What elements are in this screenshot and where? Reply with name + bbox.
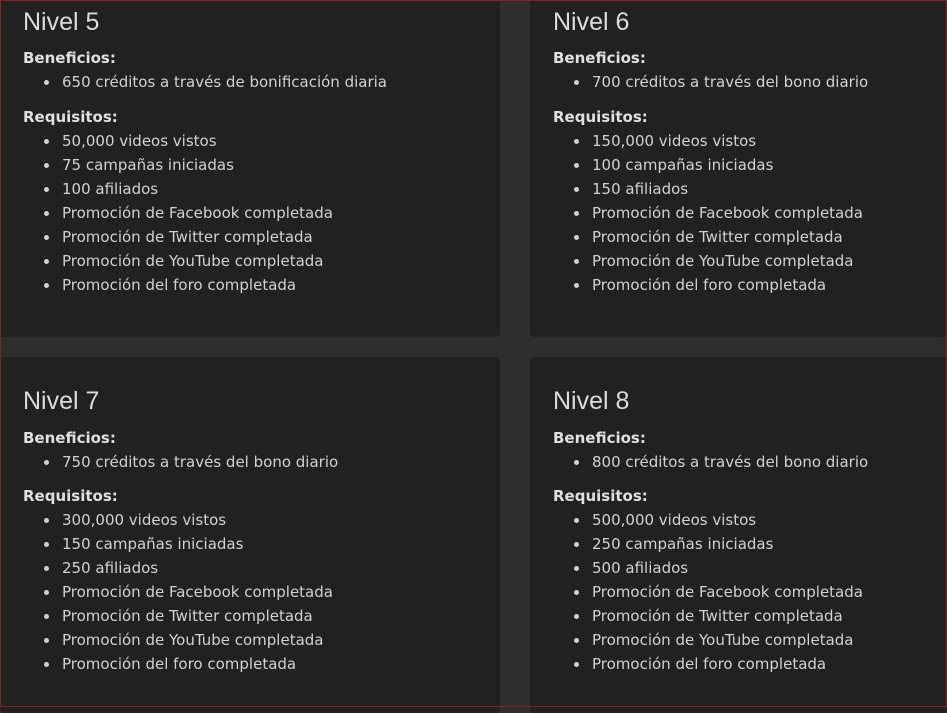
bullet-icon <box>44 460 49 465</box>
list-item: Promoción del foro completada <box>0 652 333 676</box>
bullet-icon <box>44 638 49 643</box>
level-title: Nivel 8 <box>553 387 630 415</box>
list-item: Promoción de YouTube completada <box>530 249 863 273</box>
benefits-list <box>0 450 338 474</box>
bullet-icon <box>574 590 579 595</box>
benefits-label: Beneficios: <box>23 49 116 67</box>
list-item: Promoción de Twitter completada <box>530 604 863 628</box>
requirements-label: Requisitos: <box>23 487 118 505</box>
list-item: 150,000 videos vistos <box>530 129 863 153</box>
bullet-icon <box>574 80 579 85</box>
requirements-list <box>530 508 863 676</box>
list-item: 800 créditos a través del bono diario <box>530 450 868 474</box>
bullet-icon <box>44 139 49 144</box>
level-title: Nivel 6 <box>553 8 630 36</box>
level-card-8 <box>530 357 947 713</box>
list-item: Promoción de Twitter completada <box>0 604 333 628</box>
bullet-icon <box>574 283 579 288</box>
bullet-icon <box>44 283 49 288</box>
list-item: 300,000 videos vistos <box>0 508 333 532</box>
requirements-label: Requisitos: <box>553 108 648 126</box>
list-item: 150 campañas iniciadas <box>0 532 333 556</box>
bullet-icon <box>44 542 49 547</box>
list-item: 250 campañas iniciadas <box>530 532 863 556</box>
bullet-icon <box>574 542 579 547</box>
requirements-list <box>0 508 333 676</box>
benefits-list <box>0 70 387 94</box>
bullet-icon <box>574 139 579 144</box>
bullet-icon <box>44 518 49 523</box>
bullet-icon <box>574 235 579 240</box>
list-item: Promoción del foro completada <box>0 273 333 297</box>
bullet-icon <box>44 211 49 216</box>
bullet-icon <box>44 590 49 595</box>
benefits-label: Beneficios: <box>553 429 646 447</box>
list-item: 75 campañas iniciadas <box>0 153 333 177</box>
bullet-icon <box>44 259 49 264</box>
benefits-label: Beneficios: <box>23 429 116 447</box>
bullet-icon <box>574 566 579 571</box>
list-item: Promoción de Twitter completada <box>530 225 863 249</box>
list-item: 100 campañas iniciadas <box>530 153 863 177</box>
list-item: Promoción del foro completada <box>530 652 863 676</box>
list-item: Promoción de Facebook completada <box>530 201 863 225</box>
level-card-6 <box>530 0 947 337</box>
bullet-icon <box>574 518 579 523</box>
list-item: 750 créditos a través del bono diario <box>0 450 338 474</box>
bullet-icon <box>574 614 579 619</box>
list-item: 500,000 videos vistos <box>530 508 863 532</box>
bullet-icon <box>44 80 49 85</box>
list-item: 650 créditos a través de bonificación diaria <box>0 70 387 94</box>
bullet-icon <box>44 163 49 168</box>
list-item: 250 afiliados <box>0 556 333 580</box>
bullet-icon <box>44 662 49 667</box>
bullet-icon <box>574 662 579 667</box>
bullet-icon <box>574 187 579 192</box>
list-item: Promoción de YouTube completada <box>530 628 863 652</box>
list-item: 50,000 videos vistos <box>0 129 333 153</box>
list-item: Promoción de Facebook completada <box>0 201 333 225</box>
benefits-label: Beneficios: <box>553 49 646 67</box>
bullet-icon <box>44 614 49 619</box>
requirements-list <box>0 129 333 297</box>
bullet-icon <box>44 235 49 240</box>
level-title: Nivel 7 <box>23 387 100 415</box>
list-item: 150 afiliados <box>530 177 863 201</box>
level-title: Nivel 5 <box>23 8 100 36</box>
bullet-icon <box>574 638 579 643</box>
list-item: 500 afiliados <box>530 556 863 580</box>
requirements-label: Requisitos: <box>23 108 118 126</box>
bullet-icon <box>574 211 579 216</box>
list-item: 700 créditos a través del bono diario <box>530 70 868 94</box>
list-item: Promoción de YouTube completada <box>0 628 333 652</box>
list-item: Promoción de Facebook completada <box>530 580 863 604</box>
benefits-list <box>530 450 868 474</box>
bullet-icon <box>574 163 579 168</box>
list-item: Promoción del foro completada <box>530 273 863 297</box>
level-card-7 <box>0 357 500 713</box>
bullet-icon <box>44 566 49 571</box>
bullet-icon <box>574 259 579 264</box>
list-item: Promoción de Facebook completada <box>0 580 333 604</box>
list-item: Promoción de YouTube completada <box>0 249 333 273</box>
bullet-icon <box>44 187 49 192</box>
bullet-icon <box>574 460 579 465</box>
list-item: 100 afiliados <box>0 177 333 201</box>
level-card-5 <box>0 0 500 337</box>
requirements-list <box>530 129 863 297</box>
benefits-list <box>530 70 868 94</box>
requirements-label: Requisitos: <box>553 487 648 505</box>
list-item: Promoción de Twitter completada <box>0 225 333 249</box>
